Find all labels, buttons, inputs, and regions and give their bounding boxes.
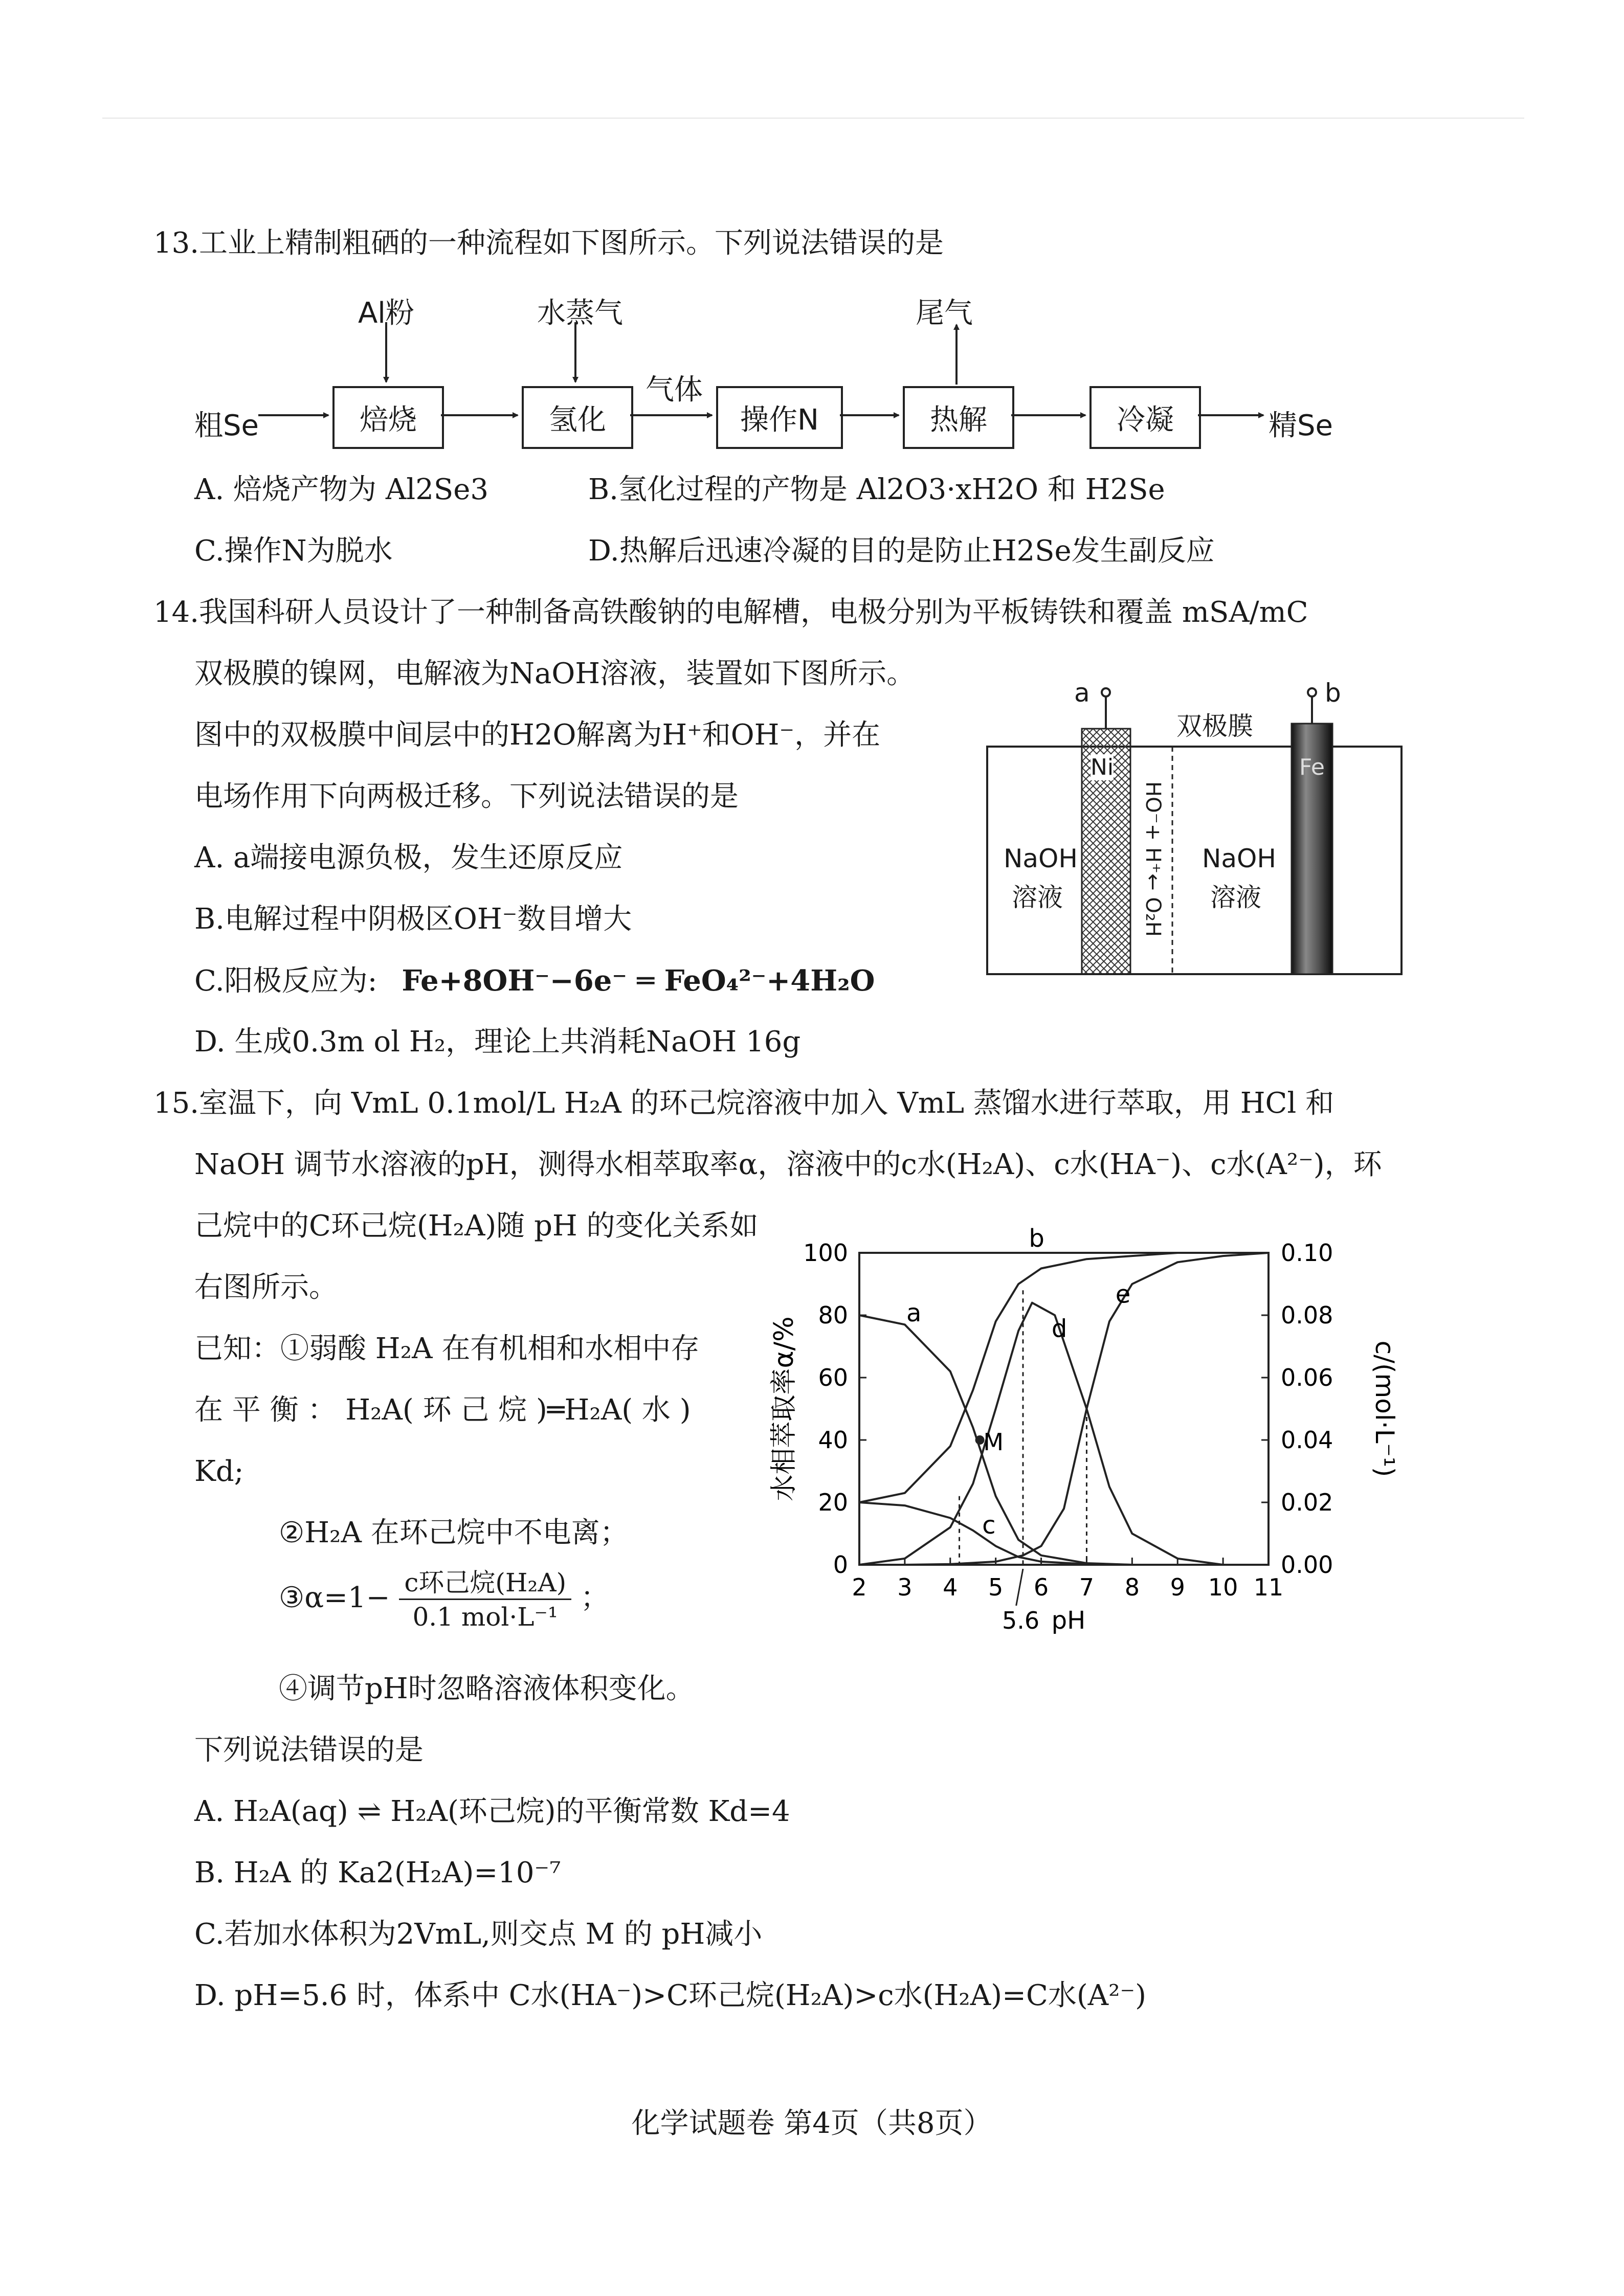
terminal-a: a <box>1074 678 1090 708</box>
q14-option-d: D. 生成0.3m ol H₂，理论上共消耗NaOH 16g <box>194 1025 801 1059</box>
q15-option-c: C.若加水体积为2VmL,则交点 M 的 pH减小 <box>194 1918 763 1951</box>
right-solution-line2: 溶液 <box>1210 883 1261 912</box>
flow-output: 精Se <box>1269 409 1333 442</box>
q15-stem-line1: 15.室温下，向 VmL 0.1mol/L H₂A 的环己烷溶液中加入 VmL 蒸馏水进行萃取，用 HCl 和 <box>153 1087 1334 1120</box>
alpha-numerator: c环己烷(H₂A) <box>399 1570 571 1600</box>
point-m-label: M <box>983 1428 1004 1456</box>
q14-stem-line4: 电场作用下向两极迁移。下列说法错误的是 <box>194 780 739 813</box>
q15-stem-line3: 己烷中的C环己烷(H₂A)随 pH 的变化关系如 <box>194 1209 759 1243</box>
x-tick-label: 6 <box>1033 1573 1049 1601</box>
y-right-axis-label: c/(mol·L⁻¹) <box>1370 1340 1399 1477</box>
alpha-denominator: 0.1 mol·L⁻¹ <box>412 1602 558 1632</box>
q15-known-line1: 已知：①弱酸 H₂A 在有机相和水相中存 <box>194 1332 700 1365</box>
q15-chart <box>757 1217 1422 1677</box>
series-label-e: e <box>1115 1280 1131 1309</box>
y-right-tick-label: 0.06 <box>1281 1364 1333 1391</box>
q15-option-a: A. H₂A(aq) ⇌ H₂A(环己烷)的平衡常数 Kd=4 <box>194 1795 790 1828</box>
q15-known-2: ②H₂A 在环己烷中不电离； <box>279 1516 629 1549</box>
flow-add-roast: Al粉 <box>358 297 414 330</box>
fe-electrode-label: Fe <box>1299 754 1325 780</box>
series-label-b: b <box>1029 1224 1044 1253</box>
ph-annotation-pointer <box>1016 1569 1023 1606</box>
membrane-label: 双极膜 <box>1176 711 1253 741</box>
flow-arrows <box>0 0 1624 511</box>
flow-step-op-n: 操作N <box>716 386 843 449</box>
q13-option-a: A. 焙烧产物为 Al2Se3 <box>194 473 488 506</box>
q15-ask: 下列说法错误的是 <box>194 1734 424 1767</box>
q14-cell-diagram <box>982 675 1412 982</box>
x-tick-label: 9 <box>1170 1573 1185 1601</box>
q15-option-d: D. pH=5.6 时，体系中 C水(HA⁻)>C环己烷(H₂A)>c水(H₂A)=C水(A²⁻) <box>194 1979 1146 2012</box>
ph-annotation: 5.6 <box>1002 1607 1040 1634</box>
left-solution-line2: 溶液 <box>1012 883 1063 912</box>
ni-electrode-label: Ni <box>1091 754 1114 780</box>
series-line-b <box>859 1253 1232 1502</box>
y-left-tick-label: 40 <box>818 1426 848 1454</box>
q14-stem-line1: 14.我国科研人员设计了一种制备高铁酸钠的电解槽，电极分别为平板铸铁和覆盖 mSA/mC <box>153 596 1308 629</box>
q14-option-c <box>194 966 875 996</box>
x-tick-label: 5 <box>988 1573 1004 1601</box>
q15-stem-line2: NaOH 调节水溶液的pH，测得水相萃取率α，溶液中的c水(H₂A)、c水(HA⁻)、c水(A²⁻)，环 <box>194 1148 1382 1181</box>
x-axis-label: pH <box>1051 1606 1086 1635</box>
flow-add-hydro: 水蒸气 <box>537 297 623 330</box>
series-line-c <box>859 1502 1132 1565</box>
y-left-tick-label: 60 <box>818 1364 848 1391</box>
flow-tail-gas: 尾气 <box>916 297 973 330</box>
series-line-d <box>859 1303 1223 1565</box>
y-left-tick-label: 100 <box>803 1239 848 1267</box>
q15-known-line2: 在 平 衡 ： H₂A( 环 己 烷 )═H₂A( 水 ) <box>194 1393 691 1427</box>
flow-step-pyrolysis: 热解 <box>903 386 1014 449</box>
q15-stem-line4: 右图所示。 <box>194 1271 338 1304</box>
y-right-tick-label: 0.10 <box>1281 1239 1333 1267</box>
q13-option-c: C.操作N为脱水 <box>194 534 393 568</box>
terminal-b: b <box>1325 678 1341 708</box>
q14-anode-equation: Fe+8OH⁻−6e⁻ ═ FeO₄²⁻+4H₂O <box>402 964 875 998</box>
page-footer: 化学试题卷 第4页（共8页） <box>631 2107 992 2140</box>
flow-step-roast: 焙烧 <box>332 386 444 449</box>
series-label-a: a <box>906 1299 922 1328</box>
y-left-tick-label: 0 <box>833 1551 848 1579</box>
flow-input: 粗Se <box>194 409 259 442</box>
y-left-axis-label: 水相萃取率α/% <box>769 1316 799 1501</box>
x-tick-label: 4 <box>943 1573 958 1601</box>
flow-gas: 气体 <box>646 373 703 407</box>
y-right-tick-label: 0.02 <box>1281 1489 1333 1516</box>
y-right-tick-label: 0.00 <box>1281 1551 1333 1579</box>
q13-option-b: B.氢化过程的产物是 Al2O3·xH2O 和 H2Se <box>588 473 1165 506</box>
x-tick-label: 3 <box>897 1573 913 1601</box>
y-right-tick-label: 0.08 <box>1281 1301 1333 1329</box>
y-left-tick-label: 80 <box>818 1301 848 1329</box>
q15-known-line3: Kd; <box>194 1455 244 1488</box>
y-right-tick-label: 0.04 <box>1281 1426 1333 1454</box>
q14-option-b: B.电解过程中阴极区OH⁻数目增大 <box>194 903 632 936</box>
flow-step-condense: 冷凝 <box>1089 386 1201 449</box>
y-left-tick-label: 20 <box>818 1489 848 1516</box>
x-tick-label: 7 <box>1079 1573 1095 1601</box>
q14-stem-line2: 双极膜的镍网，电解液为NaOH溶液，装置如下图所示。 <box>194 657 916 690</box>
q15-known-4: ④调节pH时忽略溶液体积变化。 <box>279 1672 695 1705</box>
x-tick-label: 2 <box>852 1573 867 1601</box>
q13-option-d: D.热解后迅速冷凝的目的是防止H2Se发生副反应 <box>588 534 1215 568</box>
q15-known-3 <box>279 1570 609 1630</box>
membrane-ions: HO⁻+ H⁺← O₂H <box>1141 781 1165 937</box>
flow-step-hydro: 氢化 <box>522 386 633 449</box>
alpha-prefix: ③α=1− <box>279 1581 390 1614</box>
q13-stem: 13.工业上精制粗硒的一种流程如下图所示。下列说法错误的是 <box>153 227 944 260</box>
q14-option-c-label: C.阳极反应为: <box>194 964 377 998</box>
series-label-c: c <box>982 1511 996 1540</box>
x-tick-label: 8 <box>1124 1573 1140 1601</box>
q14-stem-line3: 图中的双极膜中间层中的H2O解离为H⁺和OH⁻，并在 <box>194 718 881 752</box>
x-tick-label: 11 <box>1253 1573 1284 1601</box>
right-solution-line1: NaOH <box>1202 844 1276 873</box>
alpha-fraction <box>399 1570 571 1630</box>
series-label-d: d <box>1051 1314 1067 1343</box>
x-tick-label: 10 <box>1208 1573 1238 1601</box>
alpha-suffix: ； <box>580 1581 609 1614</box>
q15-option-b: B. H₂A 的 Ka2(H₂A)=10⁻⁷ <box>194 1856 561 1889</box>
q14-option-a: A. a端接电源负极，发生还原反应 <box>194 841 623 874</box>
left-solution-line1: NaOH <box>1004 844 1078 873</box>
